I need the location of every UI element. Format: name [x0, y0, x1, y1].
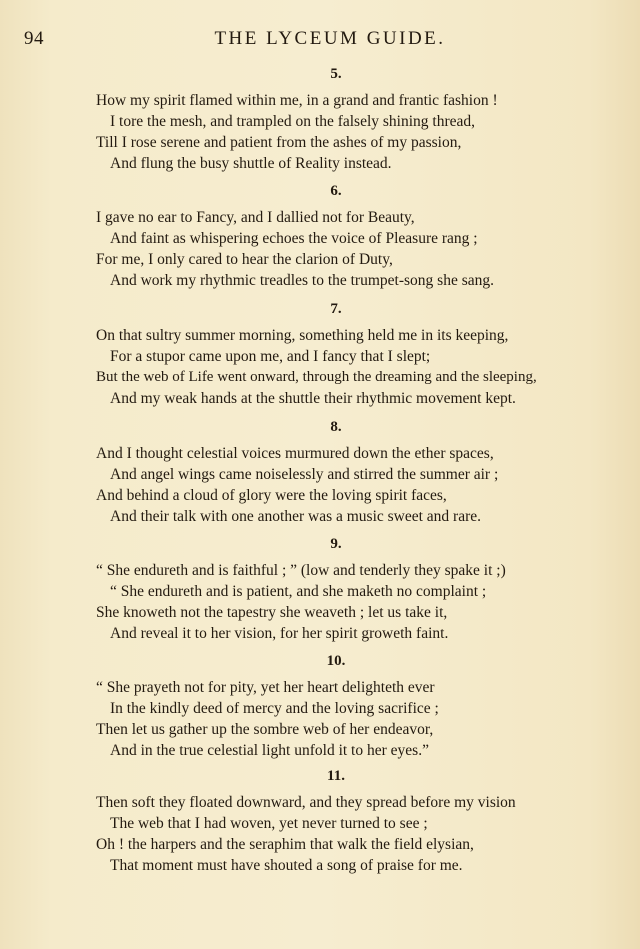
verse-line: And their talk with one another was a music sweet and rare.	[110, 508, 482, 525]
verse-line: I gave no ear to Fancy, and I dallied not for Beauty,	[96, 209, 415, 226]
verse-line: On that sultry summer morning, something held me in its keeping,	[96, 327, 509, 344]
stanza-7	[96, 301, 626, 409]
verse-line: And in the true celestial light unfold it to her eyes.”	[110, 742, 429, 759]
verse-line: In the kindly deed of mercy and the loving sacrifice ;	[110, 700, 439, 717]
running-title: THE LYCEUM GUIDE.	[214, 28, 446, 49]
verse-line: For a stupor came upon me, and I fancy that I slept;	[110, 348, 431, 365]
verse-line: And I thought celestial voices murmured down the ether spaces,	[96, 445, 494, 462]
stanza-number: 6.	[330, 183, 342, 199]
verse-line: How my spirit flamed within me, in a grand and frantic fashion !	[96, 92, 498, 109]
stanza-number: 8.	[330, 419, 342, 435]
verse-line: Oh ! the harpers and the seraphim that walk the field elysian,	[96, 836, 474, 853]
verse-line: For me, I only cared to hear the clarion of Duty,	[96, 251, 393, 268]
verse-line: And faint as whispering echoes the voice of Pleasure rang ;	[110, 230, 478, 247]
stanza-6	[96, 183, 626, 291]
stanza-number: 5.	[330, 66, 342, 82]
verse-line: That moment must have shouted a song of praise for me.	[110, 857, 463, 874]
page-header	[0, 26, 640, 50]
verse-line: Then let us gather up the sombre web of her endeavor,	[96, 721, 434, 738]
page-number: 94	[24, 28, 44, 49]
verse-line: But the web of Life went onward, through the dreaming and the sleeping,	[96, 369, 537, 385]
stanza-number: 10.	[326, 653, 346, 669]
verse-line: “ She prayeth not for pity, yet her heart delighteth ever	[96, 679, 435, 696]
verse-line: She knoweth not the tapestry she weaveth ; let us take it,	[96, 604, 448, 621]
stanza-10	[96, 653, 626, 761]
stanza-11	[96, 768, 626, 876]
stanza-8	[96, 419, 626, 527]
stanza-9	[96, 536, 626, 644]
verse-line: And work my rhythmic treadles to the trumpet-song she sang.	[110, 272, 494, 289]
stanza-5	[96, 66, 626, 174]
stanza-number: 9.	[330, 536, 342, 552]
verse-line: And behind a cloud of glory were the loving spirit faces,	[96, 487, 447, 504]
verse-line: I tore the mesh, and trampled on the falsely shining thread,	[110, 113, 476, 130]
verse-line: And angel wings came noiselessly and stirred the summer air ;	[110, 466, 499, 483]
stanza-number: 7.	[330, 301, 342, 317]
stanza-number: 11.	[327, 768, 345, 784]
verse-line: Till I rose serene and patient from the ashes of my passion,	[96, 134, 462, 151]
verse-line: And my weak hands at the shuttle their rhythmic movement kept.	[110, 390, 516, 407]
verse-line: “ She endureth and is patient, and she maketh no complaint ;	[110, 583, 487, 600]
verse-line: And reveal it to her vision, for her spirit groweth faint.	[110, 625, 449, 642]
verse-line: And flung the busy shuttle of Reality instead.	[110, 155, 392, 172]
verse-line: The web that I had woven, yet never turned to see ;	[110, 815, 428, 832]
verse-line: “ She endureth and is faithful ; ” (low and tenderly they spake it ;)	[96, 562, 506, 579]
verse-line: Then soft they floated downward, and they spread before my vision	[96, 794, 516, 811]
